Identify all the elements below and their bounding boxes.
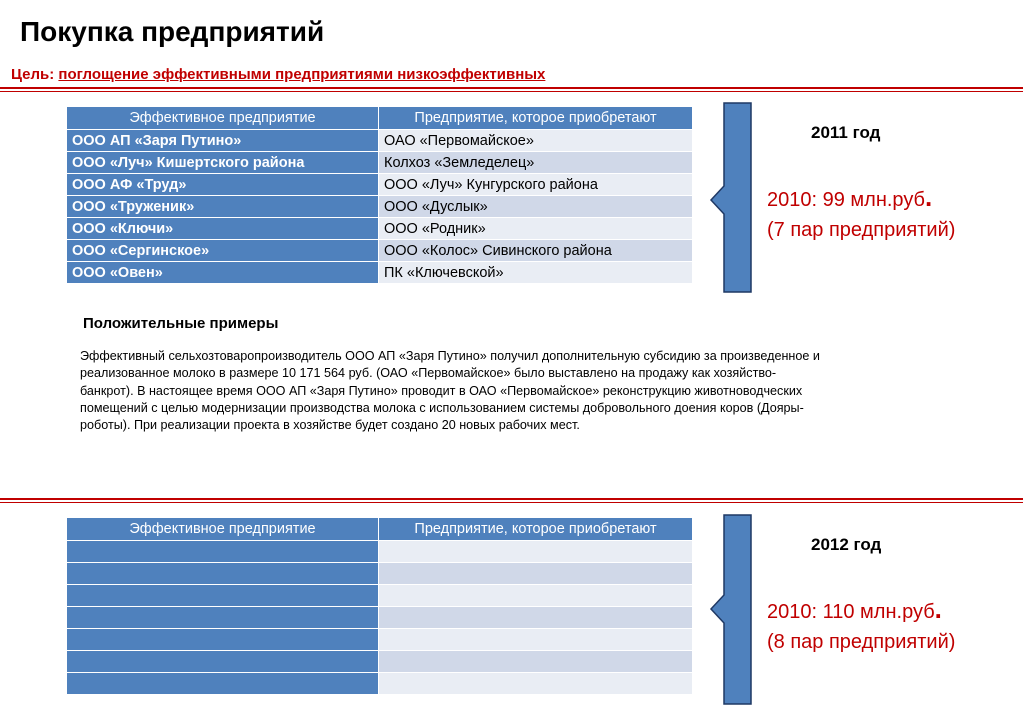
goal-line — [11, 66, 545, 83]
table-row — [67, 651, 693, 673]
divider-top — [0, 87, 1023, 92]
acquired-cell: ПК «Ключевской» — [379, 262, 693, 284]
acquired-cell: ООО «Родник» — [379, 218, 693, 240]
goal-text: поглощение эффективными предприятиями низкоэффективных — [58, 66, 546, 83]
table-row — [67, 130, 693, 152]
table-row — [67, 262, 693, 284]
table-row — [67, 174, 693, 196]
table-row — [67, 240, 693, 262]
effective-cell — [67, 629, 379, 651]
year-label-2011: 2011 год — [811, 123, 881, 142]
acquired-cell — [379, 585, 693, 607]
effective-cell — [67, 651, 379, 673]
header-effective: Эффективное предприятие — [67, 518, 379, 541]
effective-cell — [67, 563, 379, 585]
effective-cell: ООО «Овен» — [67, 262, 379, 284]
stat-block-2011: 2010: 99 млн.руб. (7 пар предприятий) — [767, 182, 955, 245]
left-arrow-icon — [708, 514, 754, 706]
table-row — [67, 629, 693, 651]
acquired-cell: ОАО «Первомайское» — [379, 130, 693, 152]
effective-cell: ООО АФ «Труд» — [67, 174, 379, 196]
table-row — [67, 563, 693, 585]
effective-cell — [67, 607, 379, 629]
year-label-2012: 2012 год — [811, 535, 882, 554]
acquired-cell: ООО «Дуслык» — [379, 196, 693, 218]
acquired-cell — [379, 629, 693, 651]
acquisitions-table-2011 — [66, 106, 693, 284]
effective-cell: ООО АП «Заря Путино» — [67, 130, 379, 152]
table-row — [67, 196, 693, 218]
table-header-row — [67, 107, 693, 130]
effective-cell — [67, 673, 379, 695]
pairs-2012: (8 пар предприятий) — [767, 631, 956, 653]
stat-block-2012: 2010: 110 млн.руб. (8 пар предприятий) — [767, 594, 955, 657]
examples-paragraph: Эффективный сельхозтоваропроизводитель ООО АП «Заря Путино» получил дополнительную субсидию за произведенное и реализованное молоко в размере 10 171 564 руб. (ОАО «Первомайское» было выставлено на продажу как хозяйство-банкрот). В настоящее время ООО АП «Заря Путино» проводит в ОАО «Первомайское» реконструкцию животноводческих помещений с целью модернизации производства молока с использованием системы добровольного доения коров (Дояры-роботы). При реализации проекта в хозяйстве будет создано 20 новых рабочих мест. — [80, 349, 820, 433]
header-effective: Эффективное предприятие — [67, 107, 379, 130]
table-row — [67, 152, 693, 174]
table-row — [67, 585, 693, 607]
acquired-cell: ООО «Колос» Сивинского района — [379, 240, 693, 262]
table-row — [67, 218, 693, 240]
acquired-cell — [379, 651, 693, 673]
header-acquired: Предприятие, которое приобретают — [379, 518, 693, 541]
acquired-cell: Колхоз «Земледелец» — [379, 152, 693, 174]
table-row — [67, 607, 693, 629]
acquired-cell — [379, 541, 693, 563]
table-header-row — [67, 518, 693, 541]
acquired-cell — [379, 673, 693, 695]
acquisitions-table-2012 — [66, 517, 693, 695]
effective-cell: ООО «Луч» Кишертского района — [67, 152, 379, 174]
effective-cell: ООО «Ключи» — [67, 218, 379, 240]
acquired-cell: ООО «Луч» Кунгурского района — [379, 174, 693, 196]
table-row — [67, 673, 693, 695]
effective-cell: ООО «Сергинское» — [67, 240, 379, 262]
page-title: Покупка предприятий — [20, 16, 325, 47]
examples-heading: Положительные примеры — [83, 315, 279, 332]
left-arrow-icon — [708, 102, 754, 294]
amount-2011: 2010: 99 млн.руб — [767, 189, 926, 211]
effective-cell — [67, 541, 379, 563]
effective-cell — [67, 585, 379, 607]
acquired-cell — [379, 563, 693, 585]
acquired-cell — [379, 607, 693, 629]
header-acquired: Предприятие, которое приобретают — [379, 107, 693, 130]
goal-label: Цель: — [11, 66, 55, 83]
table-row — [67, 541, 693, 563]
amount-2012: 2010: 110 млн.руб — [767, 601, 935, 623]
divider-bottom — [0, 498, 1023, 503]
effective-cell: ООО «Труженик» — [67, 196, 379, 218]
pairs-2011: (7 пар предприятий) — [767, 219, 956, 241]
